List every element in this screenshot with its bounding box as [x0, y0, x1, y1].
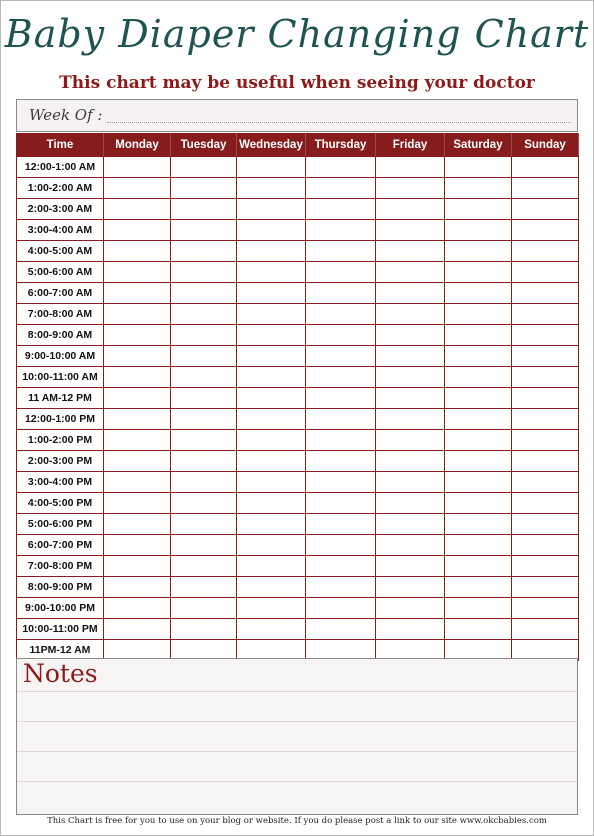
- cell-saturday[interactable]: [445, 367, 512, 388]
- cell-tuesday[interactable]: [171, 346, 237, 367]
- cell-wednesday[interactable]: [237, 619, 306, 640]
- table-header-row: [17, 134, 579, 157]
- time-slot-label: 9:00-10:00 AM: [17, 346, 104, 367]
- cell-thursday[interactable]: [306, 535, 376, 556]
- cell-friday[interactable]: [376, 409, 445, 430]
- cell-monday[interactable]: [104, 388, 171, 409]
- cell-saturday[interactable]: [445, 493, 512, 514]
- table-row: [17, 556, 579, 577]
- table-row: [17, 493, 579, 514]
- cell-tuesday[interactable]: [171, 220, 237, 241]
- cell-thursday[interactable]: [306, 619, 376, 640]
- cell-sunday[interactable]: [512, 199, 579, 220]
- cell-sunday[interactable]: [512, 304, 579, 325]
- cell-friday[interactable]: [376, 598, 445, 619]
- time-slot-label: 6:00-7:00 PM: [17, 535, 104, 556]
- cell-monday[interactable]: [104, 346, 171, 367]
- notes-line: [17, 751, 577, 752]
- cell-sunday[interactable]: [512, 283, 579, 304]
- cell-friday[interactable]: [376, 619, 445, 640]
- cell-tuesday[interactable]: [171, 430, 237, 451]
- cell-friday[interactable]: [376, 262, 445, 283]
- cell-friday[interactable]: [376, 220, 445, 241]
- cell-wednesday[interactable]: [237, 157, 306, 178]
- time-slot-label: 7:00-8:00 PM: [17, 556, 104, 577]
- column-header-monday: Monday: [104, 134, 171, 157]
- cell-monday[interactable]: [104, 157, 171, 178]
- cell-sunday[interactable]: [512, 409, 579, 430]
- time-slot-label: 8:00-9:00 AM: [17, 325, 104, 346]
- cell-friday[interactable]: [376, 304, 445, 325]
- cell-saturday[interactable]: [445, 598, 512, 619]
- time-slot-label: 12:00-1:00 AM: [17, 157, 104, 178]
- cell-saturday[interactable]: [445, 430, 512, 451]
- page-subtitle: This chart may be useful when seeing your doctor: [59, 73, 535, 93]
- cell-friday[interactable]: [376, 199, 445, 220]
- cell-sunday[interactable]: [512, 241, 579, 262]
- cell-tuesday[interactable]: [171, 409, 237, 430]
- table-row: [17, 535, 579, 556]
- cell-monday[interactable]: [104, 577, 171, 598]
- cell-wednesday[interactable]: [237, 367, 306, 388]
- cell-tuesday[interactable]: [171, 598, 237, 619]
- time-slot-label: 2:00-3:00 AM: [17, 199, 104, 220]
- cell-wednesday[interactable]: [237, 304, 306, 325]
- cell-sunday[interactable]: [512, 346, 579, 367]
- cell-wednesday[interactable]: [237, 178, 306, 199]
- cell-friday[interactable]: [376, 325, 445, 346]
- cell-thursday[interactable]: [306, 451, 376, 472]
- cell-saturday[interactable]: [445, 409, 512, 430]
- table-row: [17, 157, 579, 178]
- cell-thursday[interactable]: [306, 577, 376, 598]
- cell-wednesday[interactable]: [237, 283, 306, 304]
- cell-monday[interactable]: [104, 430, 171, 451]
- cell-thursday[interactable]: [306, 430, 376, 451]
- notes-title: Notes: [23, 659, 98, 688]
- cell-friday[interactable]: [376, 346, 445, 367]
- column-header-thursday: Thursday: [306, 134, 376, 157]
- time-slot-label: 1:00-2:00 AM: [17, 178, 104, 199]
- cell-thursday[interactable]: [306, 598, 376, 619]
- cell-tuesday[interactable]: [171, 493, 237, 514]
- cell-tuesday[interactable]: [171, 262, 237, 283]
- cell-sunday[interactable]: [512, 472, 579, 493]
- cell-friday[interactable]: [376, 451, 445, 472]
- notes-section[interactable]: [16, 658, 578, 815]
- cell-tuesday[interactable]: [171, 283, 237, 304]
- cell-tuesday[interactable]: [171, 514, 237, 535]
- cell-friday[interactable]: [376, 367, 445, 388]
- cell-wednesday[interactable]: [237, 388, 306, 409]
- cell-monday[interactable]: [104, 619, 171, 640]
- cell-wednesday[interactable]: [237, 472, 306, 493]
- cell-thursday[interactable]: [306, 262, 376, 283]
- cell-tuesday[interactable]: [171, 325, 237, 346]
- table-row: [17, 451, 579, 472]
- time-slot-label: 6:00-7:00 AM: [17, 283, 104, 304]
- cell-monday[interactable]: [104, 472, 171, 493]
- cell-sunday[interactable]: [512, 577, 579, 598]
- cell-saturday[interactable]: [445, 619, 512, 640]
- cell-tuesday[interactable]: [171, 241, 237, 262]
- week-of-line: [107, 122, 571, 123]
- time-slot-label: 1:00-2:00 PM: [17, 430, 104, 451]
- cell-tuesday[interactable]: [171, 388, 237, 409]
- cell-thursday[interactable]: [306, 409, 376, 430]
- cell-tuesday[interactable]: [171, 367, 237, 388]
- cell-wednesday[interactable]: [237, 430, 306, 451]
- cell-sunday[interactable]: [512, 619, 579, 640]
- time-slot-label: 4:00-5:00 AM: [17, 241, 104, 262]
- cell-monday[interactable]: [104, 325, 171, 346]
- cell-wednesday[interactable]: [237, 493, 306, 514]
- cell-monday[interactable]: [104, 241, 171, 262]
- table-row: [17, 304, 579, 325]
- cell-saturday[interactable]: [445, 241, 512, 262]
- cell-saturday[interactable]: [445, 283, 512, 304]
- cell-saturday[interactable]: [445, 199, 512, 220]
- table-row: [17, 619, 579, 640]
- cell-sunday[interactable]: [512, 598, 579, 619]
- cell-monday[interactable]: [104, 367, 171, 388]
- cell-friday[interactable]: [376, 178, 445, 199]
- column-header-wednesday: Wednesday: [237, 134, 306, 157]
- cell-friday[interactable]: [376, 514, 445, 535]
- cell-thursday[interactable]: [306, 325, 376, 346]
- cell-wednesday[interactable]: [237, 325, 306, 346]
- cell-sunday[interactable]: [512, 325, 579, 346]
- cell-thursday[interactable]: [306, 346, 376, 367]
- page-title: Baby Diaper Changing Chart: [4, 12, 590, 56]
- cell-friday[interactable]: [376, 577, 445, 598]
- table-row: [17, 430, 579, 451]
- cell-monday[interactable]: [104, 220, 171, 241]
- cell-thursday[interactable]: [306, 304, 376, 325]
- cell-monday[interactable]: [104, 451, 171, 472]
- cell-thursday[interactable]: [306, 178, 376, 199]
- cell-saturday[interactable]: [445, 451, 512, 472]
- cell-sunday[interactable]: [512, 157, 579, 178]
- time-slot-label: 3:00-4:00 PM: [17, 472, 104, 493]
- cell-wednesday[interactable]: [237, 514, 306, 535]
- cell-sunday[interactable]: [512, 430, 579, 451]
- cell-thursday[interactable]: [306, 556, 376, 577]
- cell-saturday[interactable]: [445, 535, 512, 556]
- cell-sunday[interactable]: [512, 262, 579, 283]
- notes-line: [17, 781, 577, 782]
- cell-friday[interactable]: [376, 493, 445, 514]
- cell-sunday[interactable]: [512, 556, 579, 577]
- table-row: [17, 598, 579, 619]
- cell-tuesday[interactable]: [171, 178, 237, 199]
- cell-wednesday[interactable]: [237, 451, 306, 472]
- cell-saturday[interactable]: [445, 262, 512, 283]
- cell-tuesday[interactable]: [171, 619, 237, 640]
- cell-tuesday[interactable]: [171, 199, 237, 220]
- cell-friday[interactable]: [376, 472, 445, 493]
- cell-saturday[interactable]: [445, 325, 512, 346]
- cell-monday[interactable]: [104, 304, 171, 325]
- cell-thursday[interactable]: [306, 199, 376, 220]
- cell-wednesday[interactable]: [237, 346, 306, 367]
- cell-tuesday[interactable]: [171, 304, 237, 325]
- cell-saturday[interactable]: [445, 472, 512, 493]
- cell-monday[interactable]: [104, 598, 171, 619]
- cell-tuesday[interactable]: [171, 577, 237, 598]
- cell-friday[interactable]: [376, 430, 445, 451]
- cell-wednesday[interactable]: [237, 556, 306, 577]
- cell-thursday[interactable]: [306, 220, 376, 241]
- cell-monday[interactable]: [104, 514, 171, 535]
- table-row: [17, 325, 579, 346]
- cell-friday[interactable]: [376, 157, 445, 178]
- week-of-label: Week Of :: [29, 106, 103, 124]
- cell-wednesday[interactable]: [237, 241, 306, 262]
- cell-sunday[interactable]: [512, 388, 579, 409]
- cell-monday[interactable]: [104, 535, 171, 556]
- column-header-saturday: Saturday: [445, 134, 512, 157]
- cell-wednesday[interactable]: [237, 577, 306, 598]
- cell-tuesday[interactable]: [171, 472, 237, 493]
- cell-monday[interactable]: [104, 262, 171, 283]
- cell-thursday[interactable]: [306, 388, 376, 409]
- cell-saturday[interactable]: [445, 157, 512, 178]
- time-slot-label: 5:00-6:00 PM: [17, 514, 104, 535]
- cell-wednesday[interactable]: [237, 535, 306, 556]
- time-slot-label: 2:00-3:00 PM: [17, 451, 104, 472]
- cell-tuesday[interactable]: [171, 556, 237, 577]
- column-header-friday: Friday: [376, 134, 445, 157]
- time-slot-label: 10:00-11:00 AM: [17, 367, 104, 388]
- cell-thursday[interactable]: [306, 493, 376, 514]
- footer-text: This Chart is free for you to use on your blog or website. If you do please post a link to our site www.okcbabies.com: [47, 816, 547, 826]
- time-slot-label: 3:00-4:00 AM: [17, 220, 104, 241]
- cell-monday[interactable]: [104, 199, 171, 220]
- column-header-sunday: Sunday: [512, 134, 579, 157]
- table-row: [17, 241, 579, 262]
- cell-wednesday[interactable]: [237, 220, 306, 241]
- cell-tuesday[interactable]: [171, 157, 237, 178]
- cell-thursday[interactable]: [306, 157, 376, 178]
- time-slot-label: 9:00-10:00 PM: [17, 598, 104, 619]
- cell-friday[interactable]: [376, 535, 445, 556]
- notes-line: [17, 721, 577, 722]
- cell-wednesday[interactable]: [237, 199, 306, 220]
- column-header-time: Time: [17, 134, 104, 157]
- time-slot-label: 7:00-8:00 AM: [17, 304, 104, 325]
- table-row: [17, 367, 579, 388]
- cell-friday[interactable]: [376, 556, 445, 577]
- table-row: [17, 220, 579, 241]
- cell-wednesday[interactable]: [237, 409, 306, 430]
- cell-wednesday[interactable]: [237, 262, 306, 283]
- cell-sunday[interactable]: [512, 493, 579, 514]
- notes-line: [17, 691, 577, 692]
- cell-tuesday[interactable]: [171, 451, 237, 472]
- cell-saturday[interactable]: [445, 388, 512, 409]
- table-row: [17, 346, 579, 367]
- table-row: [17, 577, 579, 598]
- table-row: [17, 262, 579, 283]
- table-row: [17, 388, 579, 409]
- cell-saturday[interactable]: [445, 577, 512, 598]
- cell-monday[interactable]: [104, 556, 171, 577]
- cell-friday[interactable]: [376, 241, 445, 262]
- table-row: [17, 514, 579, 535]
- time-slot-label: 11PM-12 AM: [17, 640, 104, 661]
- time-slot-label: 10:00-11:00 PM: [17, 619, 104, 640]
- cell-saturday[interactable]: [445, 220, 512, 241]
- cell-sunday[interactable]: [512, 451, 579, 472]
- cell-monday[interactable]: [104, 178, 171, 199]
- column-header-tuesday: Tuesday: [171, 134, 237, 157]
- cell-saturday[interactable]: [445, 178, 512, 199]
- cell-sunday[interactable]: [512, 514, 579, 535]
- table-row: [17, 199, 579, 220]
- table-row: [17, 409, 579, 430]
- time-slot-label: 5:00-6:00 AM: [17, 262, 104, 283]
- diaper-chart-table: [16, 133, 579, 661]
- cell-saturday[interactable]: [445, 304, 512, 325]
- time-slot-label: 11 AM-12 PM: [17, 388, 104, 409]
- cell-monday[interactable]: [104, 409, 171, 430]
- cell-thursday[interactable]: [306, 472, 376, 493]
- cell-saturday[interactable]: [445, 346, 512, 367]
- table-row: [17, 283, 579, 304]
- cell-wednesday[interactable]: [237, 598, 306, 619]
- cell-friday[interactable]: [376, 283, 445, 304]
- time-slot-label: 8:00-9:00 PM: [17, 577, 104, 598]
- cell-tuesday[interactable]: [171, 535, 237, 556]
- cell-monday[interactable]: [104, 283, 171, 304]
- cell-sunday[interactable]: [512, 220, 579, 241]
- cell-thursday[interactable]: [306, 241, 376, 262]
- cell-thursday[interactable]: [306, 283, 376, 304]
- cell-monday[interactable]: [104, 493, 171, 514]
- week-of-field[interactable]: [16, 99, 578, 132]
- cell-sunday[interactable]: [512, 535, 579, 556]
- cell-friday[interactable]: [376, 388, 445, 409]
- cell-sunday[interactable]: [512, 367, 579, 388]
- cell-saturday[interactable]: [445, 514, 512, 535]
- cell-sunday[interactable]: [512, 178, 579, 199]
- cell-thursday[interactable]: [306, 367, 376, 388]
- time-slot-label: 4:00-5:00 PM: [17, 493, 104, 514]
- time-slot-label: 12:00-1:00 PM: [17, 409, 104, 430]
- cell-thursday[interactable]: [306, 514, 376, 535]
- table-row: [17, 472, 579, 493]
- table-row: [17, 178, 579, 199]
- table-body: [17, 157, 579, 661]
- cell-saturday[interactable]: [445, 556, 512, 577]
